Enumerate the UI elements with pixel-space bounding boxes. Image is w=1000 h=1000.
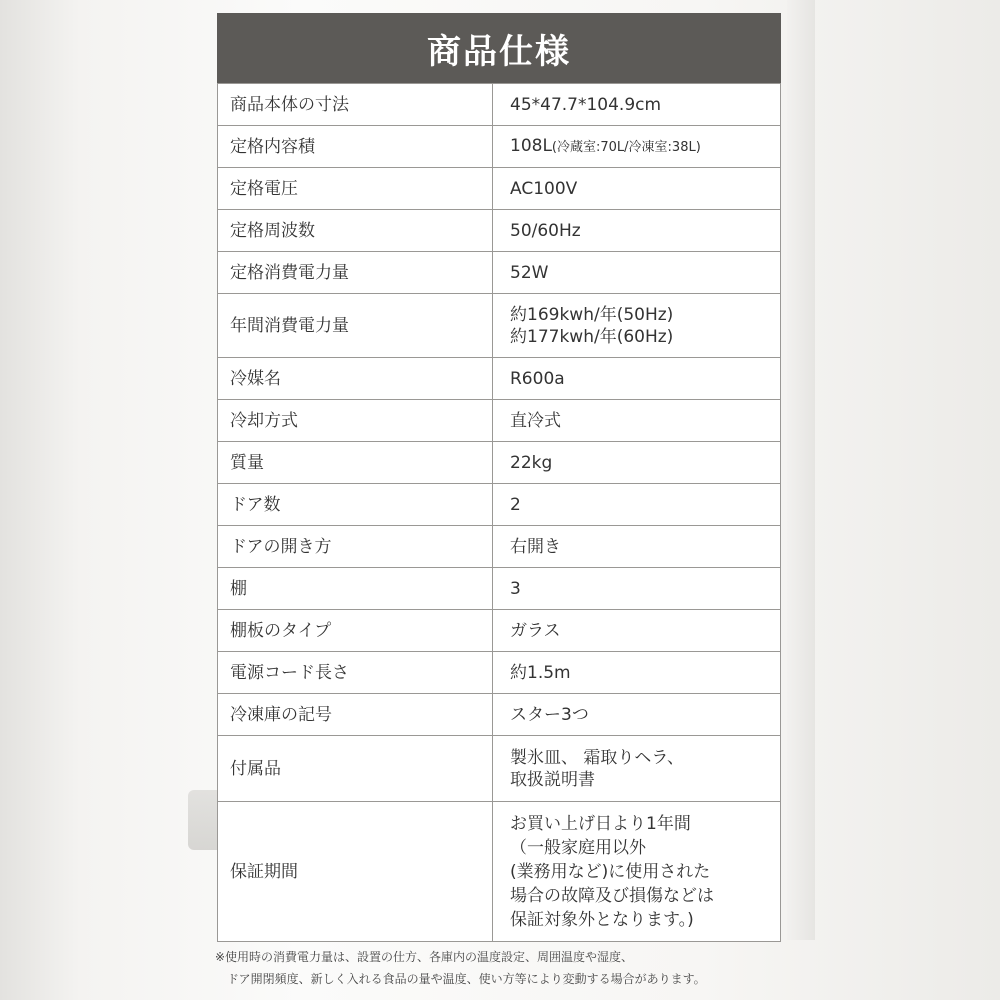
table-row (218, 210, 781, 252)
spec-value: 約1.5m (493, 652, 781, 694)
table-row (218, 526, 781, 568)
table-row (218, 168, 781, 210)
spec-value: 直冷式 (493, 400, 781, 442)
spec-label: 棚 (218, 568, 493, 610)
spec-label: 冷媒名 (218, 358, 493, 400)
table-row (218, 252, 781, 294)
spec-title-bar (217, 13, 781, 83)
spec-value-line: 場合の故障及び損傷などは (510, 885, 714, 906)
footnote (215, 946, 815, 990)
spec-value: スター3つ (493, 694, 781, 736)
spec-label: 定格消費電力量 (218, 252, 493, 294)
spec-label: 付属品 (218, 736, 493, 802)
spec-value: 52W (493, 252, 781, 294)
spec-value: 22kg (493, 442, 781, 484)
spec-value-line: 製氷皿、 霜取りヘラ、 (510, 747, 685, 768)
spec-label: ドアの開き方 (218, 526, 493, 568)
table-row (218, 568, 781, 610)
table-row (218, 84, 781, 126)
spec-value: 50/60Hz (493, 210, 781, 252)
spec-value: ガラス (493, 610, 781, 652)
spec-value (493, 126, 781, 168)
table-row (218, 294, 781, 358)
spec-value-line: 約169kwh/年(50Hz) (510, 304, 674, 325)
spec-label: 冷凍庫の記号 (218, 694, 493, 736)
spec-panel (217, 13, 781, 942)
capacity-total: 108L (510, 135, 552, 156)
table-row (218, 400, 781, 442)
spec-value (493, 294, 781, 358)
spec-label: 定格内容積 (218, 126, 493, 168)
spec-value-line: 取扱説明書 (510, 769, 595, 790)
capacity-breakdown: (冷蔵室:70L/冷凍室:38L) (551, 139, 701, 155)
spec-value: 2 (493, 484, 781, 526)
footnote-line: ドア開閉頻度、新しく入れる食品の量や温度、使い方等により変動する場合があります。 (227, 972, 706, 986)
spec-value: 3 (493, 568, 781, 610)
table-row (218, 484, 781, 526)
spec-value (493, 736, 781, 802)
spec-value-line: （一般家庭用以外 (510, 837, 646, 858)
table-row (218, 358, 781, 400)
table-row (218, 802, 781, 942)
table-row (218, 126, 781, 168)
spec-label: ドア数 (218, 484, 493, 526)
table-row (218, 442, 781, 484)
spec-value (493, 802, 781, 942)
spec-label: 商品本体の寸法 (218, 84, 493, 126)
spec-title: 商品仕様 (427, 31, 571, 72)
spec-label: 棚板のタイプ (218, 610, 493, 652)
spec-value-line: 約177kwh/年(60Hz) (510, 326, 674, 347)
spec-value: AC100V (493, 168, 781, 210)
spec-label: 冷却方式 (218, 400, 493, 442)
spec-label: 定格電圧 (218, 168, 493, 210)
spec-label: 質量 (218, 442, 493, 484)
footnote-line: ※使用時の消費電力量は、設置の仕方、各庫内の温度設定、周囲温度や湿度、 (215, 950, 634, 964)
table-row (218, 610, 781, 652)
spec-value: 45*47.7*104.9cm (493, 84, 781, 126)
spec-value: 右開き (493, 526, 781, 568)
spec-label: 年間消費電力量 (218, 294, 493, 358)
spec-label: 保証期間 (218, 802, 493, 942)
spec-value: R600a (493, 358, 781, 400)
spec-table (217, 83, 781, 942)
spec-value-line: 保証対象外となります。) (510, 909, 694, 930)
spec-value-line: (業務用など)に使用された (510, 861, 711, 882)
table-row (218, 652, 781, 694)
background-post (787, 0, 815, 940)
spec-label: 電源コード長さ (218, 652, 493, 694)
table-row (218, 736, 781, 802)
spec-value-line: お買い上げ日より1年間 (510, 813, 691, 834)
table-row (218, 694, 781, 736)
spec-label: 定格周波数 (218, 210, 493, 252)
